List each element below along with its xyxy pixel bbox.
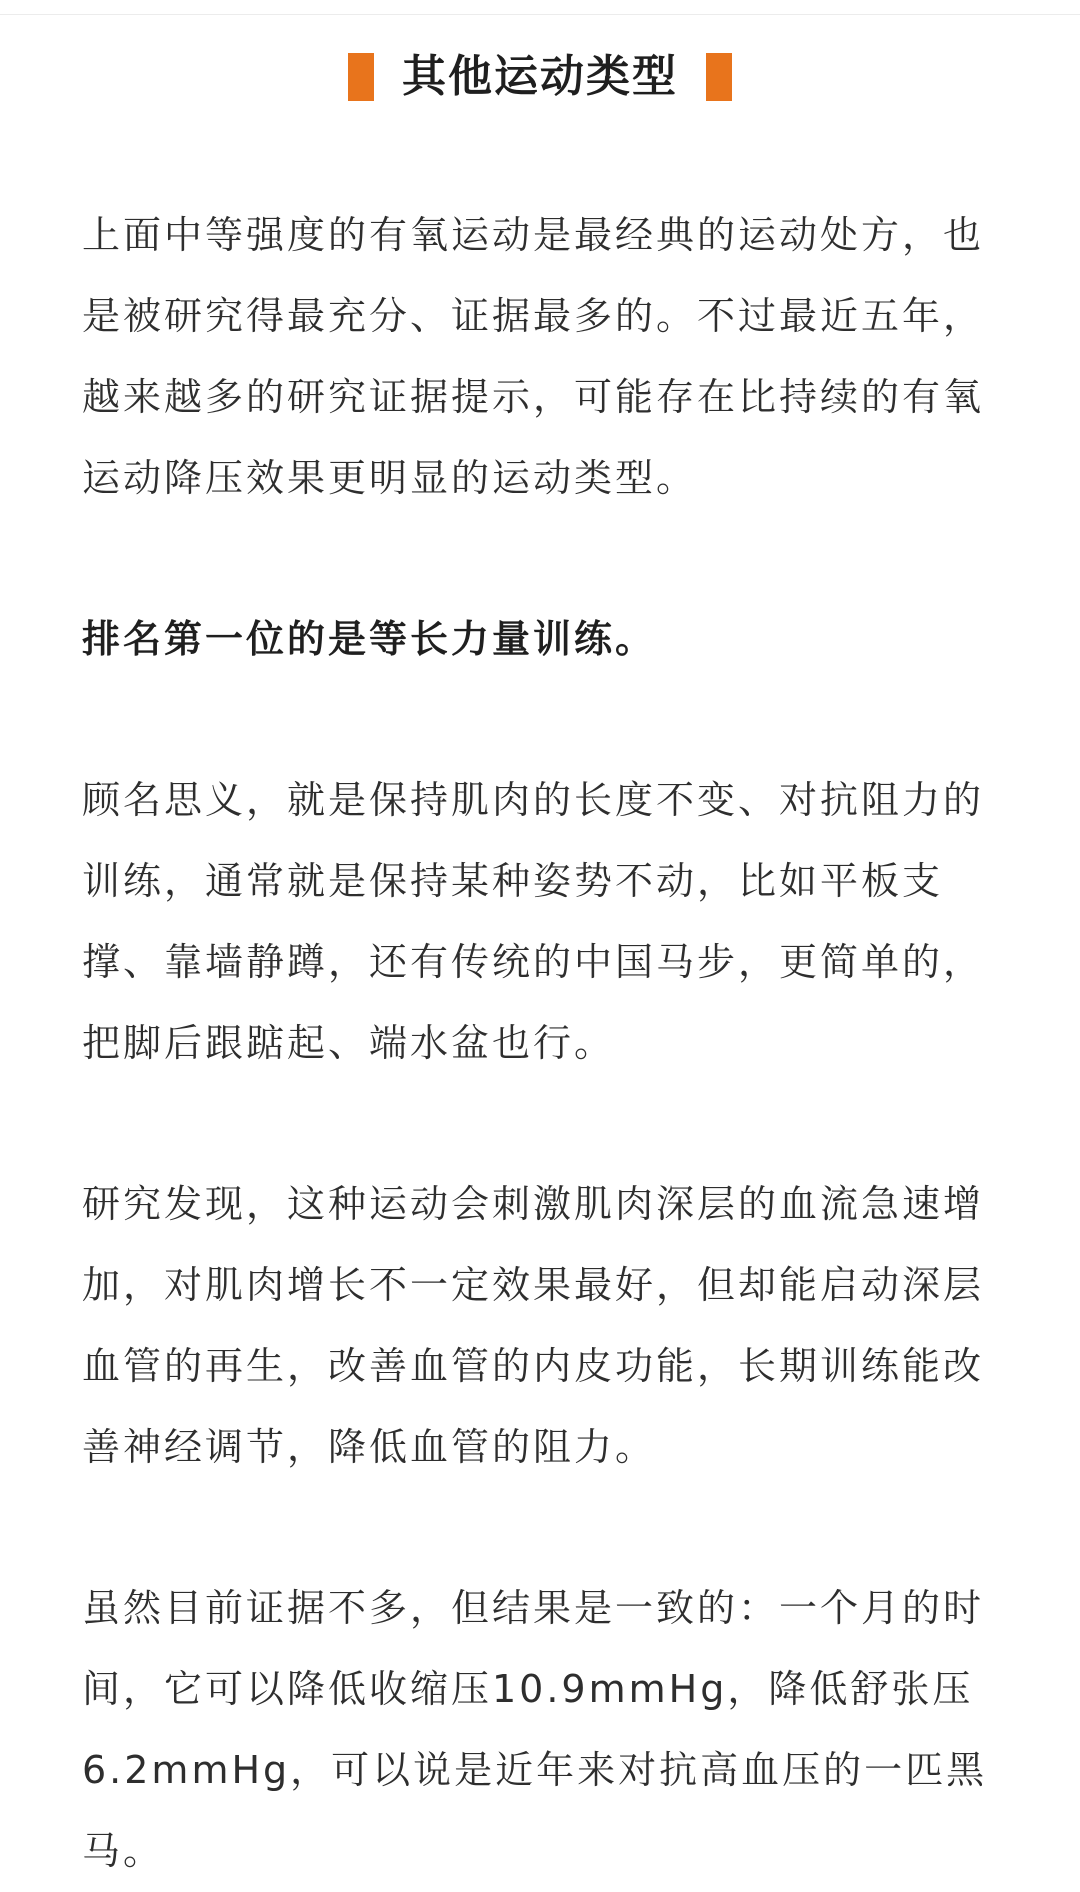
heading-accent-bar-left [348,53,374,101]
top-divider [0,0,1080,15]
paragraph-highlight: 排名第一位的是等长力量训练。 [82,617,657,661]
paragraph-results: 虽然目前证据不多，但结果是一致的：一个月的时间，它可以降低收缩压10.9mmHg，降低舒张压6.2mmHg，可以说是近年来对抗高血压的一匹黑马。 [82,1586,988,1873]
section-title: 其他运动类型 [402,51,678,102]
heading-accent-bar-right [706,53,732,101]
paragraph-research: 研究发现，这种运动会刺激肌肉深层的血流急速增加，对肌肉增长不一定效果最好，但却能启动深层血管的再生，改善血管的内皮功能，长期训练能改善神经调节，降低血管的阻力。 [82,1182,985,1469]
article-body [82,195,1000,1892]
paragraph-definition: 顾名思义，就是保持肌肉的长度不变、对抗阻力的训练，通常就是保持某种姿势不动，比如平板支撑、靠墙静蹲，还有传统的中国马步，更简单的，把脚后跟踮起、端水盆也行。 [82,778,985,1065]
paragraph-intro: 上面中等强度的有氧运动是最经典的运动处方，也是被研究得最充分、证据最多的。不过最近五年，越来越多的研究证据提示，可能存在比持续的有氧运动降压效果更明显的运动类型。 [82,213,985,500]
section-heading [0,42,1080,112]
